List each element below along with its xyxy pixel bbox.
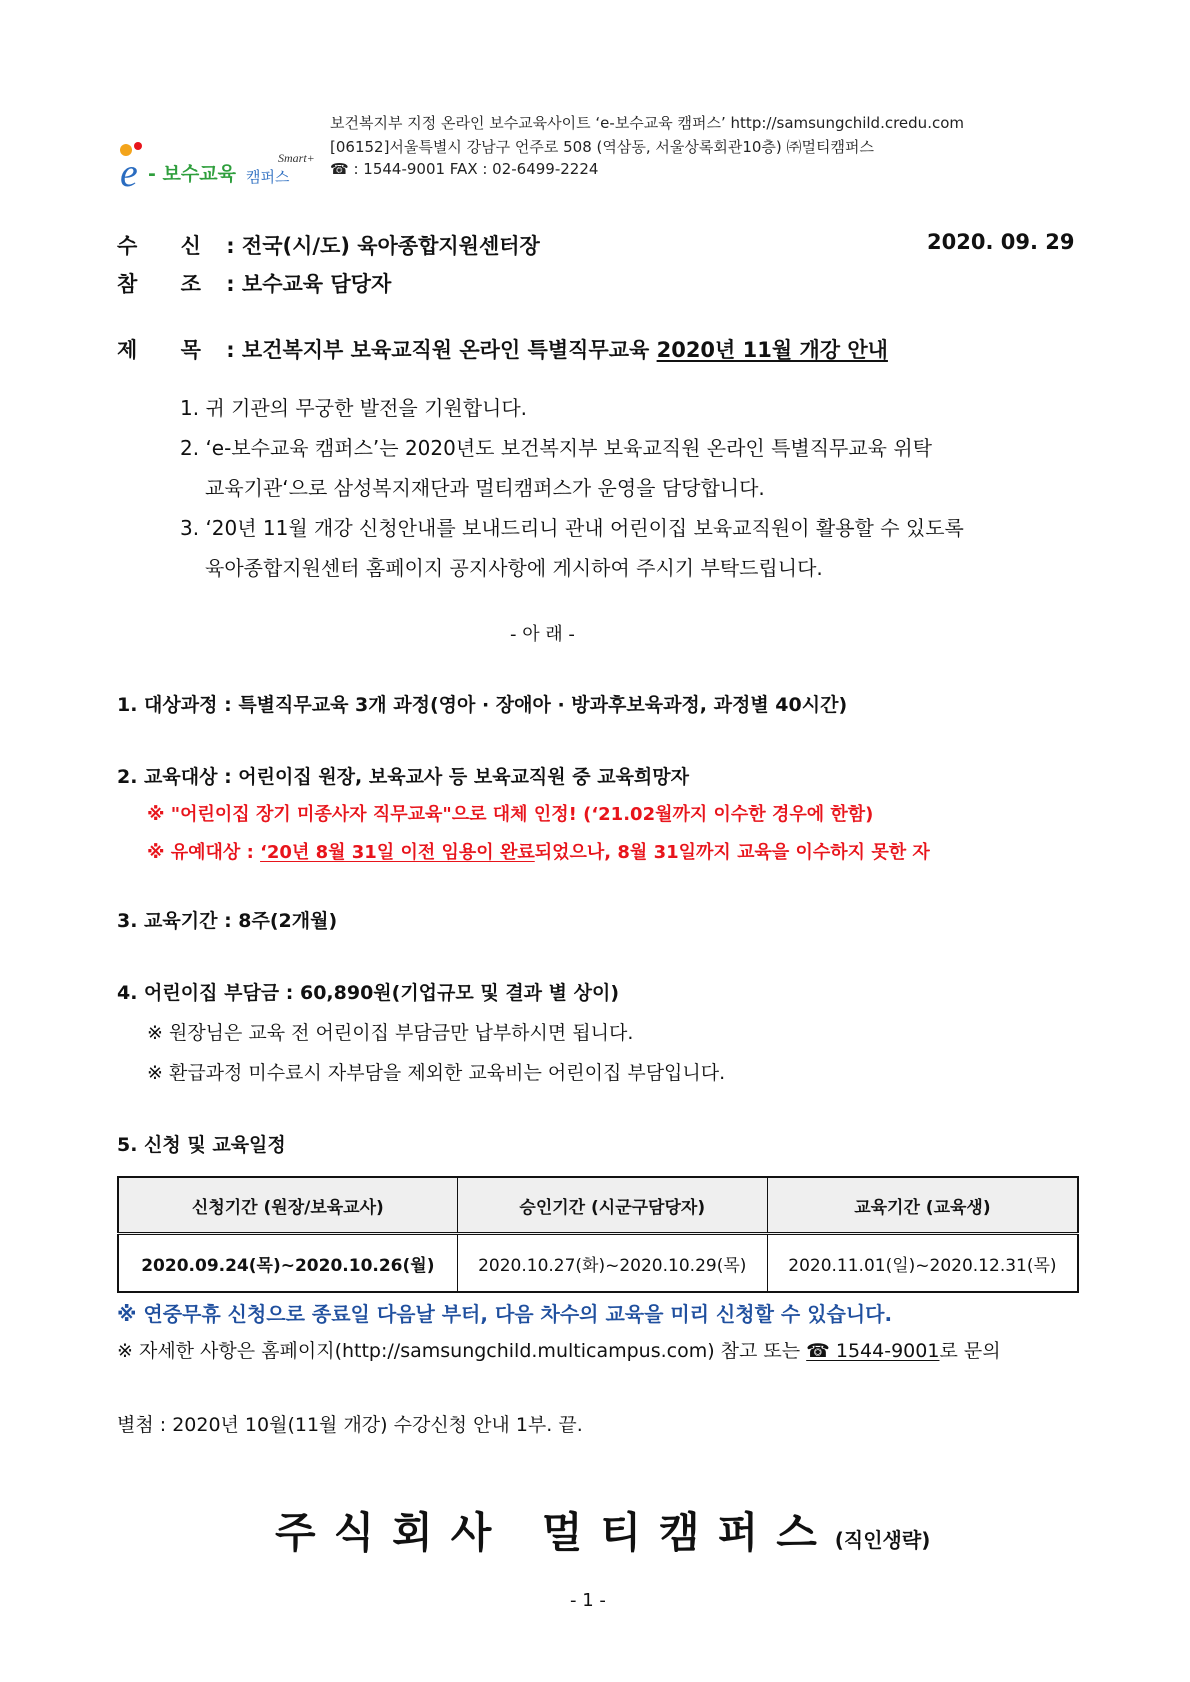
- intro-line-5: 육아종합지원센터 홈페이지 공지사항에 게시하여 주시기 부탁드립니다.: [205, 556, 823, 580]
- header-line-contact: ☎ : 1544-9001 FAX : 02-6499-2224: [330, 160, 599, 178]
- page-number: - 1 -: [570, 1590, 606, 1611]
- intro-line-1: 1. 귀 기관의 무궁한 발전을 기원합니다.: [180, 396, 528, 420]
- svg-text:캠퍼스: 캠퍼스: [246, 168, 290, 186]
- item-1: [117, 690, 847, 717]
- contact-prefix: ※ 자세한 사항은 홈페이지(http://samsungchild.multicampus.com) 참고 또는: [117, 1340, 807, 1362]
- to-label: 수 신: [117, 234, 219, 258]
- schedule-table: [117, 1176, 1079, 1293]
- subject-underlined: 2020년 11월 개강 안내: [656, 338, 888, 362]
- note-2-prefix: ※ 유예대상 :: [147, 842, 261, 863]
- schedule-row: [118, 1234, 1078, 1293]
- subject-line: [117, 334, 888, 364]
- intro-line-4: 3. ‘20년 11월 개강 신청안내를 보내드리니 관내 어린이집 보육교직원이 활용할 수 있도록: [180, 516, 964, 540]
- issuer-name: 주식회사 멀티캠퍼스: [275, 1508, 835, 1557]
- seal-omitted-note: (직인생략): [834, 1528, 931, 1552]
- to-value: : 전국(시/도) 육아종합지원센터장: [226, 234, 540, 258]
- item-2: 2. 교육대상 : 어린이집 원장, 보육교사 등 보육교직원 중 교육희망자: [117, 766, 689, 788]
- item-4-note-2: ※ 환급과정 미수료시 자부담을 제외한 교육비는 어린이집 부담입니다.: [147, 1062, 726, 1084]
- item-4-note-1: ※ 원장님은 교육 전 어린이집 부담금만 납부하시면 됩니다.: [147, 1022, 634, 1044]
- item-1-label: 1. 대상과정: [117, 694, 218, 716]
- contact-phone: ☎ 1544-9001: [806, 1340, 940, 1362]
- schedule-header-row: [118, 1177, 1078, 1234]
- item-5: 5. 신청 및 교육일정: [117, 1134, 286, 1156]
- logo-graphic: [118, 140, 318, 200]
- intro-line-3: 교육기관‘으로 삼성복지재단과 멀티캠퍼스가 운영을 담당합니다.: [205, 476, 765, 500]
- item-1-value: : 특별직무교육 3개 과정(영아 · 장애아 · 방과후보육과정, 과정별 40시간): [224, 694, 848, 716]
- document-date: 2020. 09. 29: [927, 230, 1075, 254]
- issuer-name-block: [275, 1500, 930, 1560]
- item-4: 4. 어린이집 부담금 : 60,890원(기업규모 및 결과 별 상이): [117, 982, 620, 1004]
- item-2-note-1: ※ "어린이집 장기 미종사자 직무교육"으로 대체 인정! (‘21.02월까지 이수한 경우에 한함): [147, 804, 874, 825]
- header-line-address: [06152]서울특별시 강남구 언주로 508 (역삼동, 서울상록회관10층) ㈜멀티캠퍼스: [330, 138, 874, 156]
- svg-text:Smart+: Smart+: [278, 151, 315, 165]
- cell-application-period: 2020.09.24(목)~2020.10.26(월): [118, 1234, 457, 1293]
- subject-value: : 보건복지부 보육교직원 온라인 특별직무교육: [226, 338, 657, 362]
- ref-label: 참 조: [117, 272, 219, 296]
- intro-line-2: 2. ‘e-보수교육 캠퍼스’는 2020년도 보건복지부 보육교직원 온라인 특별직무교육 위탁: [180, 436, 932, 460]
- svg-text:e: e: [120, 150, 138, 195]
- header-application-period: 신청기간 (원장/보육교사): [118, 1177, 457, 1234]
- subject-label: 제 목: [117, 338, 219, 362]
- attachment-line: 별첨 : 2020년 10월(11월 개강) 수강신청 안내 1부. 끝.: [117, 1414, 583, 1436]
- item-2-note-2: [147, 838, 930, 864]
- contact-line: [117, 1336, 1001, 1363]
- header-line-site: 보건복지부 지정 온라인 보수교육사이트 ‘e-보수교육 캠퍼스’ http://samsungchild.credu.com: [330, 114, 964, 132]
- recipient-ref: [117, 268, 391, 298]
- e-campus-logo: [118, 140, 318, 200]
- year-round-notice: ※ 연중무휴 신청으로 종료일 다음날 부터, 다음 차수의 교육을 미리 신청할 수 있습니다.: [117, 1302, 893, 1326]
- contact-suffix: 로 문의: [939, 1340, 1001, 1362]
- header-education-period: 교육기간 (교육생): [767, 1177, 1078, 1234]
- header-approval-period: 승인기간 (시군구담당자): [457, 1177, 767, 1234]
- below-title: - 아 래 -: [510, 624, 575, 645]
- item-3: 3. 교육기간 : 8주(2개월): [117, 910, 338, 932]
- recipient-to: [117, 230, 540, 260]
- note-2-suffix: 되었으나, 8월 31일까지 교육을 이수하지 못한 자: [534, 842, 930, 863]
- cell-approval-period: 2020.10.27(화)~2020.10.29(목): [457, 1234, 767, 1293]
- ref-value: : 보수교육 담당자: [226, 272, 392, 296]
- svg-text:- 보수교육: - 보수교육: [148, 163, 236, 185]
- note-2-underlined: ‘20년 8월 31일 이전 임용이 완료: [260, 842, 535, 863]
- cell-education-period: 2020.11.01(일)~2020.12.31(목): [767, 1234, 1078, 1293]
